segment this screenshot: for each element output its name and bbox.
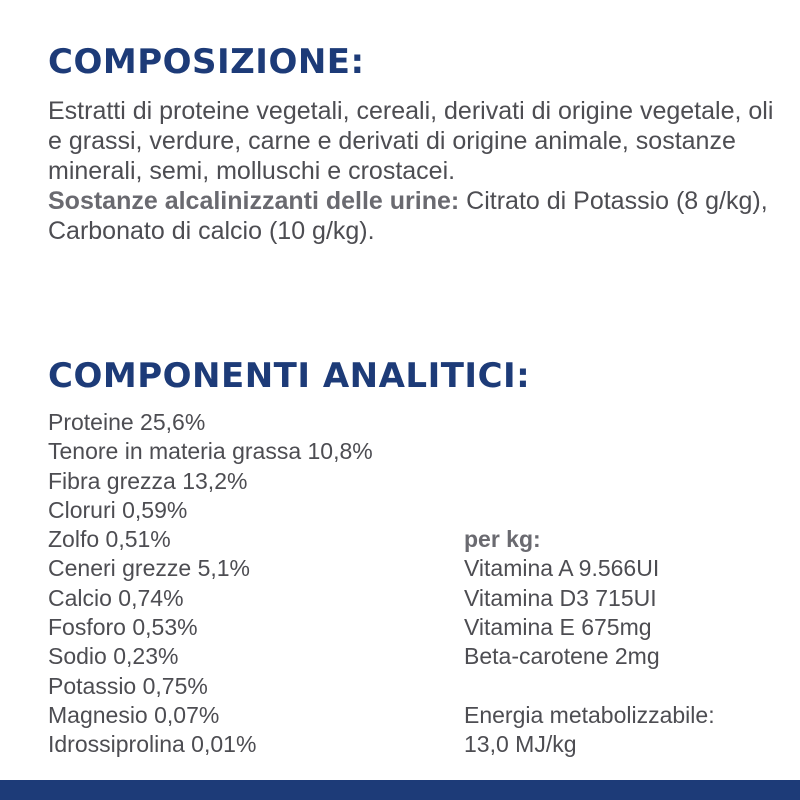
analytical-item: Fibra grezza 13,2% [48, 467, 248, 494]
analytical-list [48, 408, 373, 760]
analytical-item: Idrossiprolina 0,01% [48, 731, 257, 758]
analytical-item: Tenore in materia grassa 10,8% [48, 438, 373, 465]
vitamin-list [464, 554, 715, 671]
analytical-item: Calcio 0,74% [48, 584, 184, 611]
energy-value: 13,0 MJ/kg [464, 731, 577, 758]
analytical-item: Sodio 0,23% [48, 643, 179, 670]
analytical-title: COMPONENTI ANALITICI: [48, 356, 531, 396]
per-kg-label: per kg: [464, 526, 541, 552]
analytical-item: Fosforo 0,53% [48, 614, 198, 641]
alkaline-text: Citrato di Potassio (8 g/kg), Carbonato di calcio (10 g/kg). [48, 187, 768, 245]
analytical-item: Magnesio 0,07% [48, 701, 220, 728]
bottom-bar [0, 780, 800, 800]
vitamin-item: Vitamina A 9.566UI [464, 555, 660, 582]
composition-title: COMPOSIZIONE: [48, 42, 365, 82]
vitamin-item: Beta-carotene 2mg [464, 643, 660, 670]
analytical-item: Proteine 25,6% [48, 409, 206, 435]
analytical-item: Potassio 0,75% [48, 672, 208, 699]
per-kg-section [464, 525, 715, 759]
energy-label: Energia metabolizzabile: [464, 701, 715, 728]
composition-text [48, 96, 778, 246]
vitamin-item: Vitamina D3 715UI [464, 584, 657, 611]
analytical-item: Zolfo 0,51% [48, 526, 171, 553]
composition-ingredients: Estratti di proteine vegetali, cereali, derivati di origine vegetale, oli e grassi, verdure, carne e derivati di origine animale, sostanze minerali, semi, molluschi e crostacei. [48, 97, 774, 185]
vitamin-item: Vitamina E 675mg [464, 613, 652, 640]
alkaline-label: Sostanze alcalinizzanti delle urine: [48, 187, 460, 215]
analytical-item: Ceneri grezze 5,1% [48, 555, 250, 582]
analytical-item: Cloruri 0,59% [48, 496, 188, 523]
